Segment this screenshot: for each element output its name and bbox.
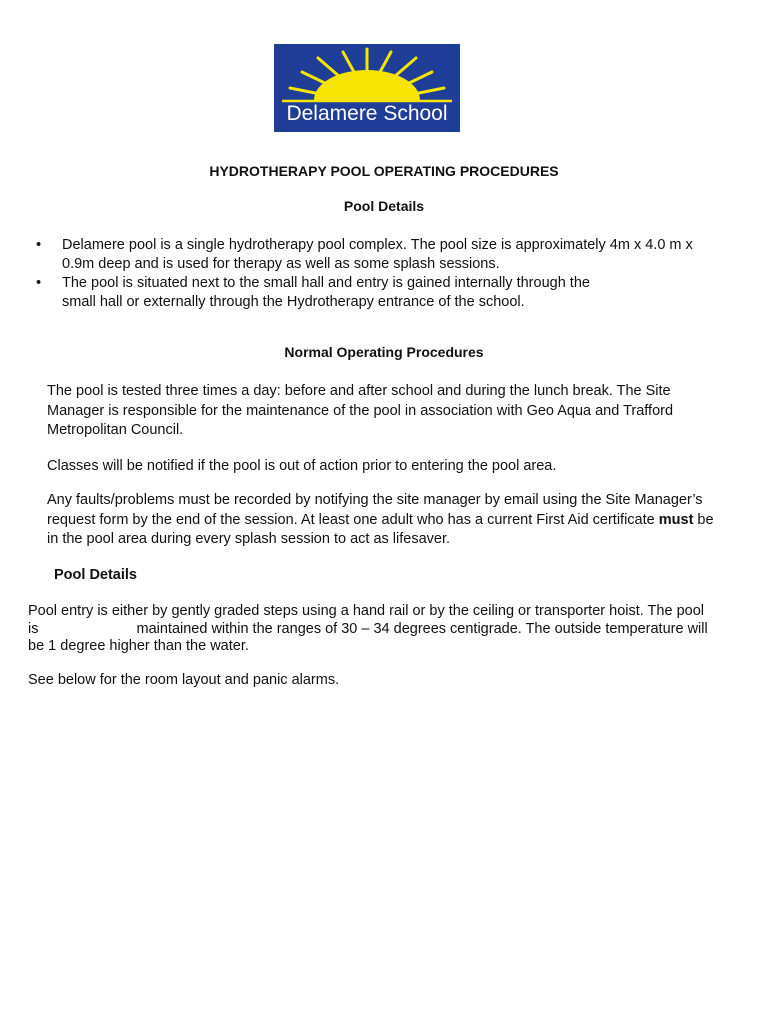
school-logo xyxy=(274,44,460,132)
paragraph-text: maintained within the ranges of 30 – 34 degrees centigrade. The outside temperature will xyxy=(136,620,708,637)
paragraph-text: be in the pool area during every splash session to act as lifesaver. xyxy=(47,511,714,547)
list-item-text: The pool is situated next to the small hall and entry is gained internally through the small hall or externally through the Hydrotherapy entrance of the school. xyxy=(62,275,590,310)
paragraph-line: Pool entry is either by gently graded steps using a hand rail or by the ceiling or transporter hoist. The pool xyxy=(28,603,704,619)
page-title: HYDROTHERAPY POOL OPERATING PROCEDURES xyxy=(209,163,559,179)
paragraph-notification: Classes will be notified if the pool is out of action prior to entering the pool area. xyxy=(47,458,557,474)
paragraph-line xyxy=(28,621,758,639)
paragraph-line: be 1 degree higher than the water. xyxy=(28,638,249,654)
list-item xyxy=(36,236,726,273)
paragraph-room-layout: See below for the room layout and panic alarms. xyxy=(28,672,340,688)
paragraph-text: Any faults/problems must be recorded by notifying the site manager by email using the Site Manager’s request form by the end of the session. At least one adult who has a current First Aid certificate xyxy=(47,492,703,528)
paragraph-faults xyxy=(47,491,727,550)
list-item xyxy=(36,274,726,311)
section-heading-pool-details-2: Pool Details xyxy=(54,567,137,583)
pool-details-list xyxy=(36,236,726,312)
section-heading-normal-operating-procedures: Normal Operating Procedures xyxy=(284,344,484,360)
bullet-icon: • xyxy=(36,237,42,253)
section-heading-pool-details: Pool Details xyxy=(343,198,425,214)
emphasis-must: must xyxy=(658,511,694,528)
list-item-text: Delamere pool is a single hydrotherapy pool complex. The pool size is approximately 4m x 4.0 m x 0.9m deep and is used for therapy as well as some splash sessions. xyxy=(62,237,693,272)
paragraph-pool-entry xyxy=(28,603,758,656)
paragraph-testing: The pool is tested three times a day: before and after school and during the lunch break. The Site Manager is responsible for the maintenance of the pool in association with Geo Aqua and Trafford Metropolitan Council. xyxy=(47,383,674,438)
bullet-icon: • xyxy=(36,275,42,291)
logo-text: Delamere School xyxy=(286,102,448,125)
paragraph-text: is xyxy=(28,620,39,637)
